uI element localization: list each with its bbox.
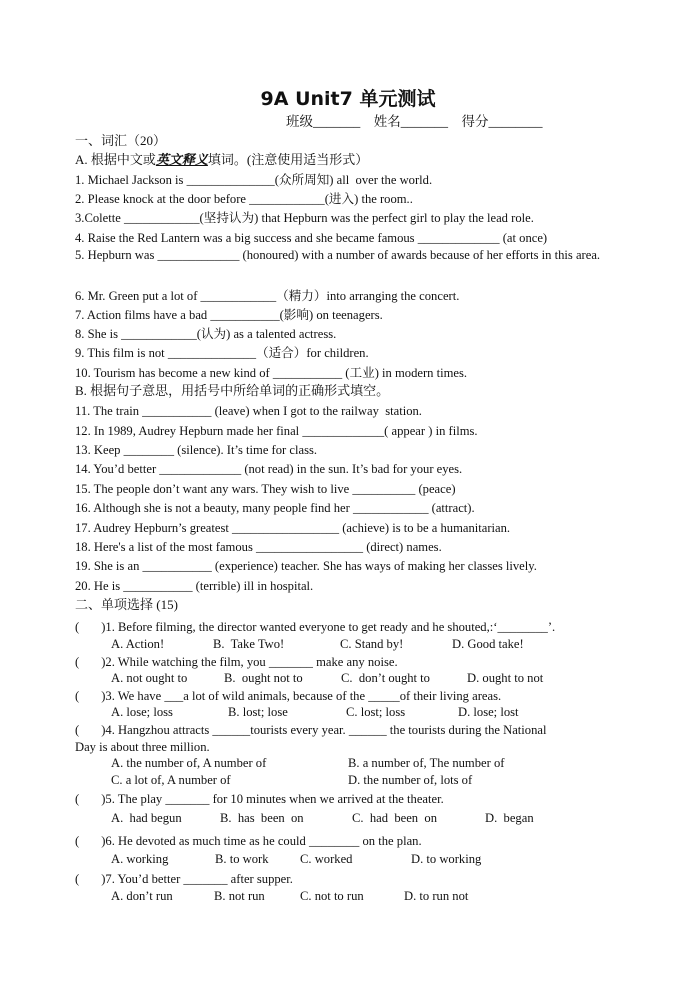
mc-7-option-b: B. not run xyxy=(214,889,265,903)
mc-question-4: ( )4. Hangzhou attracts ______tourists every year. ______ the tourists during the National xyxy=(75,723,547,737)
mc-4-option-a: A. the number of, A number of xyxy=(111,756,267,770)
name-field: 姓名_______ xyxy=(373,114,448,129)
mc-5-option-b: B. has been on xyxy=(220,811,304,825)
question-3: 3.Colette ____________(坚持认为) that Hepburn was the perfect girl to play the lead role. xyxy=(75,211,534,225)
mc-2-option-b: B. ought not to xyxy=(224,671,303,685)
mc-6-option-d: D. to working xyxy=(411,852,482,866)
question-19: 19. She is an ___________ (experience) teacher. She has ways of making her classes lively. xyxy=(75,559,537,573)
mc-question-7: ( )7. You’d better _______ after supper. xyxy=(75,872,293,886)
mc-1-option-a: A. Action! xyxy=(111,637,165,651)
mc-3-option-b: B. lost; lose xyxy=(228,705,288,719)
question-14: 14. You’d better _____________ (not read) in the sun. It’s bad for your eyes. xyxy=(75,462,463,476)
mc-3-option-d: D. lose; lost xyxy=(458,705,519,719)
question-8: 8. She is ____________(认为) as a talented actress. xyxy=(75,327,337,341)
mc-2-option-a: A. not ought to xyxy=(111,671,188,685)
mc-1-option-b: B. Take Two! xyxy=(213,637,285,651)
mc-3-option-a: A. lose; loss xyxy=(111,705,173,719)
question-1: 1. Michael Jackson is ______________(众所周知) all over the world. xyxy=(75,173,433,187)
mc-7-option-d: D. to run not xyxy=(404,889,469,903)
mc-2-option-c: C. don’t ought to xyxy=(341,671,430,685)
mc-2-option-d: D. ought to not xyxy=(467,671,544,685)
class-field: 班级_______ xyxy=(286,114,361,129)
question-16: 16. Although she is not a beauty, many people find her ____________ (attract). xyxy=(75,501,475,515)
mc-question-1: ( )1. Before filming, the director wanted everyone to get ready and he shouted,:‘________’. xyxy=(75,620,556,634)
question-10: 10. Tourism has become a new kind of ___________ (工业) in modern times. xyxy=(75,366,468,380)
mc-6-option-c: C. worked xyxy=(300,852,353,866)
question-12: 12. In 1989, Audrey Hepburn made her final _____________( appear ) in films. xyxy=(75,424,478,438)
page-title: 9A Unit7 单元测试 xyxy=(260,88,436,110)
question-11: 11. The train ___________ (leave) when I got to the railway station. xyxy=(75,404,422,418)
mc-5-option-d: D. began xyxy=(485,811,534,825)
question-18: 18. Here's a list of the most famous _________________ (direct) names. xyxy=(75,540,442,554)
mc-question-5: ( )5. The play _______ for 10 minutes when we arrived at the theater. xyxy=(75,792,444,806)
mc-5-option-a: A. had begun xyxy=(111,811,182,825)
student-info xyxy=(286,110,543,130)
mc-4-option-d: D. the number of, lots of xyxy=(348,773,473,787)
question-15: 15. The people don’t want any wars. They wish to live __________ (peace) xyxy=(75,482,456,496)
question-4: 4. Raise the Red Lantern was a big success and she became famous _____________ (at once) xyxy=(75,231,548,245)
mc-1-option-c: C. Stand by! xyxy=(340,637,404,651)
mc-6-option-a: A. working xyxy=(111,852,169,866)
mc-7-option-a: A. don’t run xyxy=(111,889,173,903)
question-6: 6. Mr. Green put a lot of ____________（精力）into arranging the concert. xyxy=(75,289,460,303)
part-a-instruction: A. 根据中文或英文释义填词。(注意使用适当形式） xyxy=(75,152,369,167)
mc-3-option-c: C. lost; loss xyxy=(346,705,406,719)
question-20: 20. He is ___________ (terrible) ill in hospital. xyxy=(75,579,314,593)
question-7: 7. Action films have a bad ___________(影响) on teenagers. xyxy=(75,308,383,322)
mc-7-option-c: C. not to run xyxy=(300,889,364,903)
mc-4-option-c: C. a lot of, A number of xyxy=(111,773,231,787)
mc-question-2: ( )2. While watching the film, you _______ make any noise. xyxy=(75,655,398,669)
mc-question-6: ( )6. He devoted as much time as he could ________ on the plan. xyxy=(75,834,422,848)
mc-question-3: ( )3. We have ___a lot of wild animals, because of the _____of their living areas. xyxy=(75,689,502,703)
question-13: 13. Keep ________ (silence). It’s time for class. xyxy=(75,443,318,457)
mc-6-option-b: B. to work xyxy=(215,852,269,866)
section-1-heading: 一、词汇（20） xyxy=(75,133,167,148)
part-b-instruction: B. 根据句子意思，用括号中所给单词的正确形式填空。 xyxy=(75,383,390,398)
score-field: 得分________ xyxy=(461,114,543,129)
mc-4-option-b: B. a number of, The number of xyxy=(348,756,505,770)
question-17: 17. Audrey Hepburn’s greatest _________________ (achieve) is to be a humanitarian. xyxy=(75,521,511,535)
section-2-heading: 二、单项选择 (15) xyxy=(75,597,178,612)
mc-5-option-c: C. had been on xyxy=(352,811,437,825)
mc-question-4-cont: Day is about three million. xyxy=(75,740,210,754)
question-9: 9. This film is not ______________（适合）for children. xyxy=(75,346,369,360)
question-2: 2. Please knock at the door before ____________(进入) the room.. xyxy=(75,192,413,206)
question-5: 5. Hepburn was _____________ (honoured) with a number of awards because of her efforts in this area. xyxy=(75,248,601,262)
mc-1-option-d: D. Good take! xyxy=(452,637,524,651)
